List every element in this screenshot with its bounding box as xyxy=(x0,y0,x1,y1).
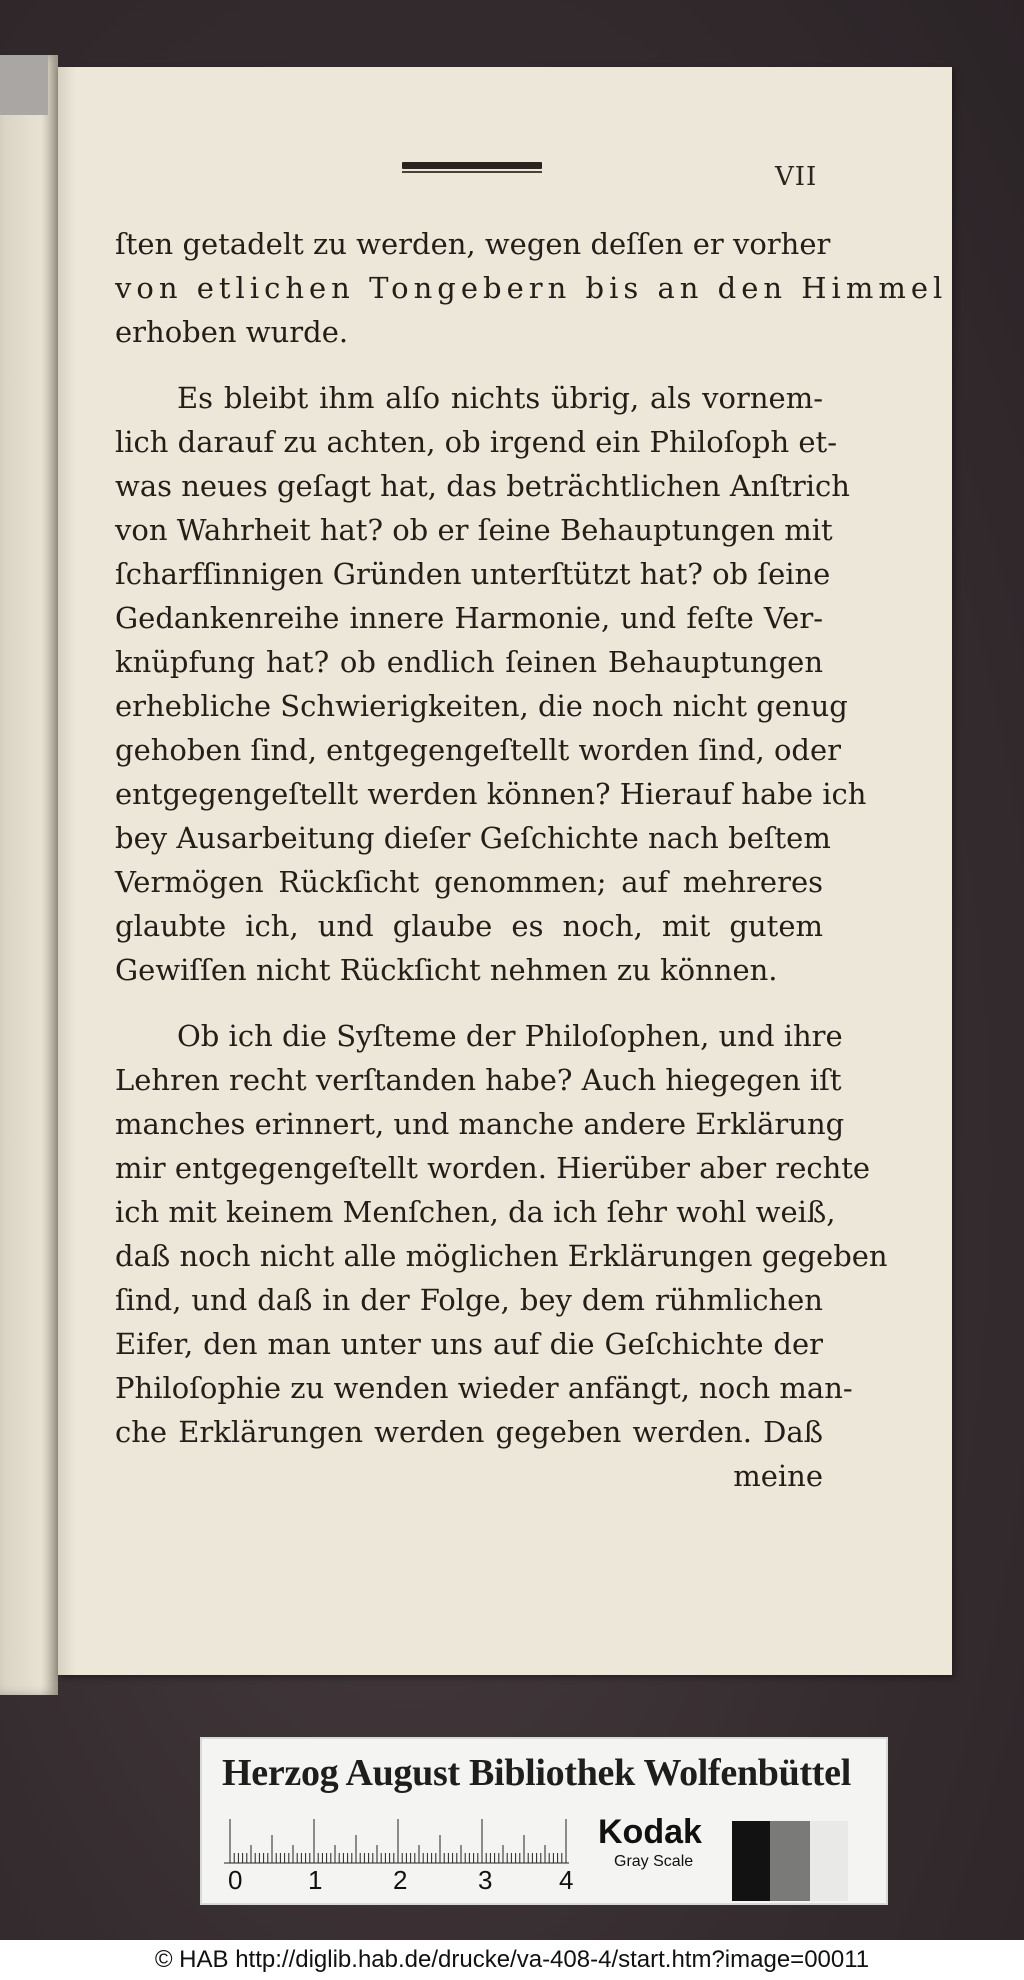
body-text xyxy=(115,222,948,1498)
ruler-label: 1 xyxy=(308,1865,323,1895)
paragraph-2 xyxy=(115,376,867,992)
left-grey-tab xyxy=(0,55,48,115)
gray-swatch-light xyxy=(810,1821,848,1901)
text-line: Philoſophie zu wenden wieder anfängt, noch man- xyxy=(115,1371,853,1405)
header-rule xyxy=(402,162,542,169)
text-line: lich darauf zu achten, ob irgend ein Philoſoph et- xyxy=(115,425,837,459)
text-line: was neues geſagt hat, das beträchtlichen Anſtrich xyxy=(115,469,850,503)
ruler-scale xyxy=(224,1819,584,1899)
ruler-label: 2 xyxy=(393,1865,408,1895)
ruler-ticks xyxy=(224,1819,569,1863)
text-line: daß noch nicht alle möglichen Erklärungen gegeben xyxy=(115,1239,888,1273)
text-line: gehoben ſind, entgegengeſtellt worden ſind, oder xyxy=(115,733,841,767)
ruler-label: 4 xyxy=(559,1865,574,1895)
ruler-label: 0 xyxy=(228,1865,243,1895)
text-line: erhebliche Schwierigkeiten, die noch nicht genug xyxy=(115,689,848,723)
paragraph-1 xyxy=(115,222,948,354)
text-line: Gewiſſen nicht Rückſicht nehmen zu können. xyxy=(115,953,778,987)
text-line: mir entgegengeſtellt worden. Hierüber aber rechte xyxy=(115,1151,871,1185)
footer-credit: © HAB http://diglib.hab.de/drucke/va-408-4/start.htm?image=00011 xyxy=(0,1940,1024,1980)
gray-swatch-mid xyxy=(770,1821,810,1901)
text-line: von Wahrheit hat? ob er ſeine Behauptungen mit xyxy=(115,513,833,547)
text-line: ſten getadelt zu werden, wegen deſſen er vorher xyxy=(115,227,831,261)
text-line: che Erklärungen werden gegeben werden. Daß xyxy=(115,1415,823,1449)
text-line: ſcharfſinnigen Gründen unterſtützt hat? ob ſeine xyxy=(115,557,831,591)
text-line: Gedankenreihe innere Harmonie, und feſte Ver- xyxy=(115,601,823,635)
text-line: entgegengeſtellt werden können? Hierauf habe ich xyxy=(115,777,867,811)
text-line: Lehren recht verſtanden habe? Auch hiegegen iſt xyxy=(115,1063,842,1097)
left-page-edge xyxy=(0,55,58,1695)
card-title: Herzog August Bibliothek Wolfenbüttel xyxy=(222,1752,851,1794)
text-line: bey Ausarbeitung dieſer Geſchichte nach beſtem xyxy=(115,821,831,855)
text-line: ich mit keinem Menſchen, da ich ſehr wohl weiß, xyxy=(115,1195,836,1229)
text-line: von etlichen Tongebern bis an den Himmel xyxy=(115,271,948,305)
text-line: Eifer, den man unter uns auf die Geſchichte der xyxy=(115,1327,823,1361)
text-line: glaubte ich, und glaube es noch, mit gutem xyxy=(115,909,823,943)
text-line: erhoben wurde. xyxy=(115,315,349,349)
text-line: knüpfung hat? ob endlich ſeinen Behauptungen xyxy=(115,645,823,679)
color-calibration-card xyxy=(200,1737,888,1905)
ruler-label: 3 xyxy=(478,1865,493,1895)
paragraph-3 xyxy=(115,1014,888,1454)
gray-swatch-black xyxy=(732,1821,770,1901)
text-line: Vermögen Rückſicht genommen; auf mehreres xyxy=(115,865,823,899)
catchword: meine xyxy=(733,1459,823,1493)
text-line: ſind, und daß in der Folge, bey dem rühmlichen xyxy=(115,1283,823,1317)
kodak-brand: Kodak xyxy=(598,1813,702,1851)
text-line: Ob ich die Syſteme der Philoſophen, und ihre xyxy=(177,1019,843,1053)
kodak-subtitle: Gray Scale xyxy=(614,1853,694,1870)
text-line: manches erinnert, und manche andere Erklärung xyxy=(115,1107,845,1141)
text-line: Es bleibt ihm alſo nichts übrig, als vornem- xyxy=(177,381,823,415)
page-number: VII xyxy=(775,162,818,192)
